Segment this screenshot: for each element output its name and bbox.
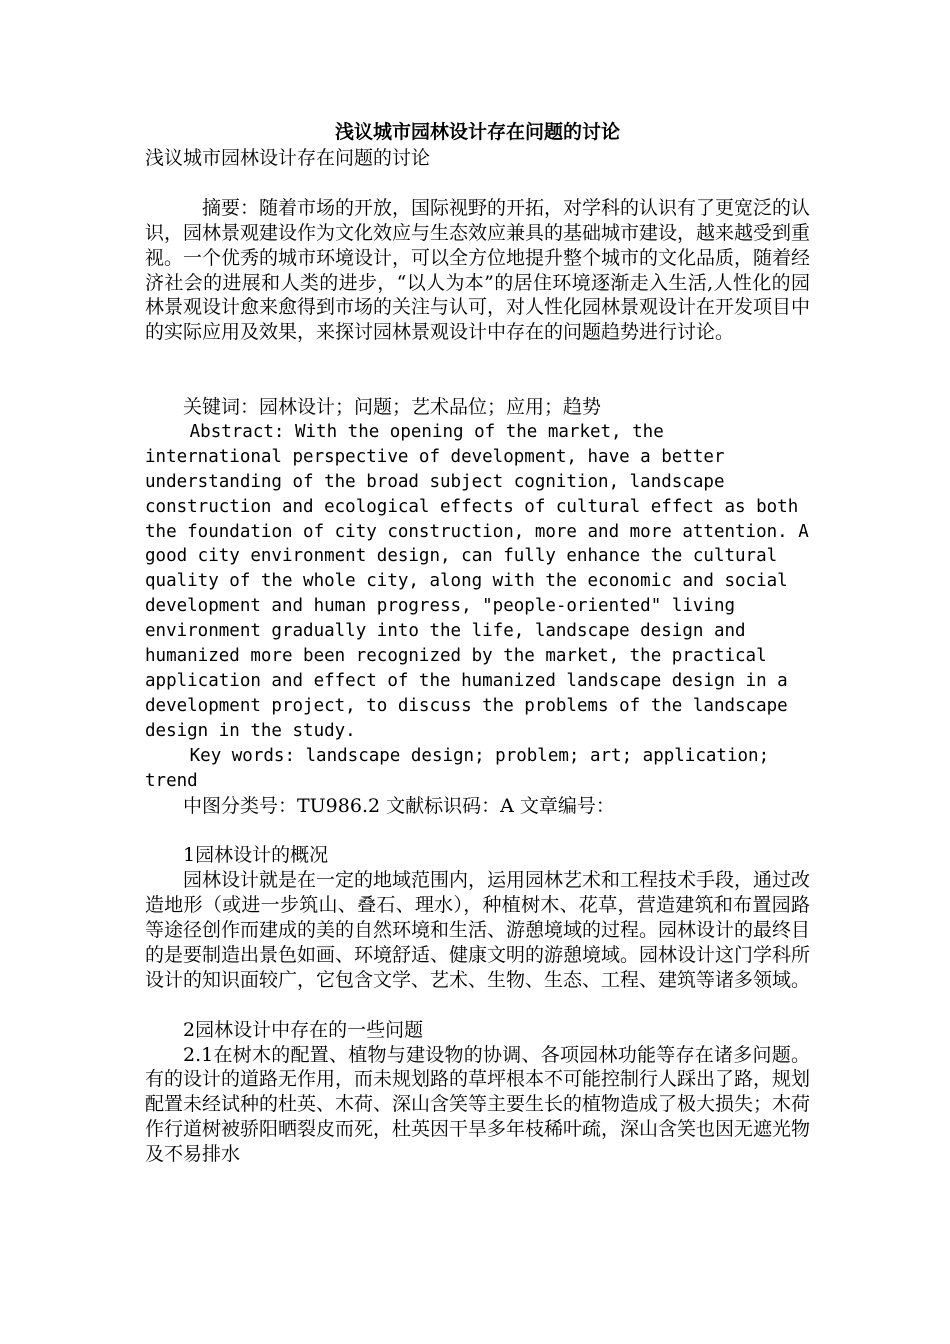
keywords-chinese: 关键词：园林设计；问题；艺术品位；应用；趋势	[183, 396, 602, 419]
document-content	[145, 118, 810, 1167]
section-1-body: 园林设计就是在一定的地域范围内，运用园林艺术和工程技术手段，通过改造地形（或进一步筑山、叠石、理水），种植树木、花草，营造建筑和布置园路等途径创作而建成的美的自然环境和生活、游憩境域的过程。园林设计的最终目的是要制造出景色如画、环境舒适、健康文明的游憩境域。园林设计这门学科所设计的知识面较广，它包含文学、艺术、生物、生态、工程、建筑等诸多领域。	[145, 869, 811, 991]
spacer	[145, 993, 810, 1018]
abstract-english: Abstract: With the opening of the market, the international perspective of development, have a better understanding of the broad subject cognition, landscape construction and ecological effects of cultural effect as both the foundation of city construction, more and more attention. A good city environment design, can fully enhance the cultural quality of the whole city, along with the economic and social development and human progress, "people-oriented" living environment gradually into the life, landscape design and humanized more been recognized by the market, the practical application and effect of the humanized landscape design in a development project, to discuss the problems of the landscape design in the study.	[145, 421, 809, 741]
document-subtitle: 浅议城市园林设计存在问题的讨论	[145, 147, 431, 169]
spacer	[145, 345, 810, 395]
section-2-heading: 2园林设计中存在的一些问题	[183, 1018, 424, 1041]
abstract-chinese: 摘要：随着市场的开放，国际视野的开拓，对学科的认识有了更宽泛的认识，园林景观建设作为文化效应与生态效应兼具的基础城市建设，越来越受到重视。一个优秀的城市环境设计，可以全方位地提升整个城市的文化品质，随着经济社会的进展和人类的进步，“以人为本”的居住环境逐渐走入生活,人性化的园林景观设计愈来愈得到市场的关注与认可，对人性化园林景观设计在开发项目中的实际应用及效果，来探讨园林景观设计中存在的问题趋势进行讨论。	[145, 196, 811, 344]
spacer	[145, 818, 810, 843]
section-1-heading: 1园林设计的概况	[183, 844, 329, 867]
classification-line: 中图分类号：TU986.2 文献标识码：A 文章编号：	[183, 794, 615, 817]
keywords-english: Key words: landscape design; problem; art; application; trend	[145, 745, 770, 791]
document-title: 浅议城市园林设计存在问题的讨论	[334, 121, 620, 143]
section-2-1-body: 2.1在树木的配置、植物与建设物的协调、各项园林功能等存在诸多问题。有的设计的道路无作用，而未规划路的草坪根本不可能控制行人踩出了路，规划配置未经试种的杜英、木荷、深山含笑等主要生长的植物造成了极大损失；木荷作行道树被骄阳晒裂皮而死，杜英因干旱多年枝稀叶疏，深山含笑也因无遮光物及不易排水	[145, 1043, 811, 1166]
spacer	[145, 171, 810, 196]
